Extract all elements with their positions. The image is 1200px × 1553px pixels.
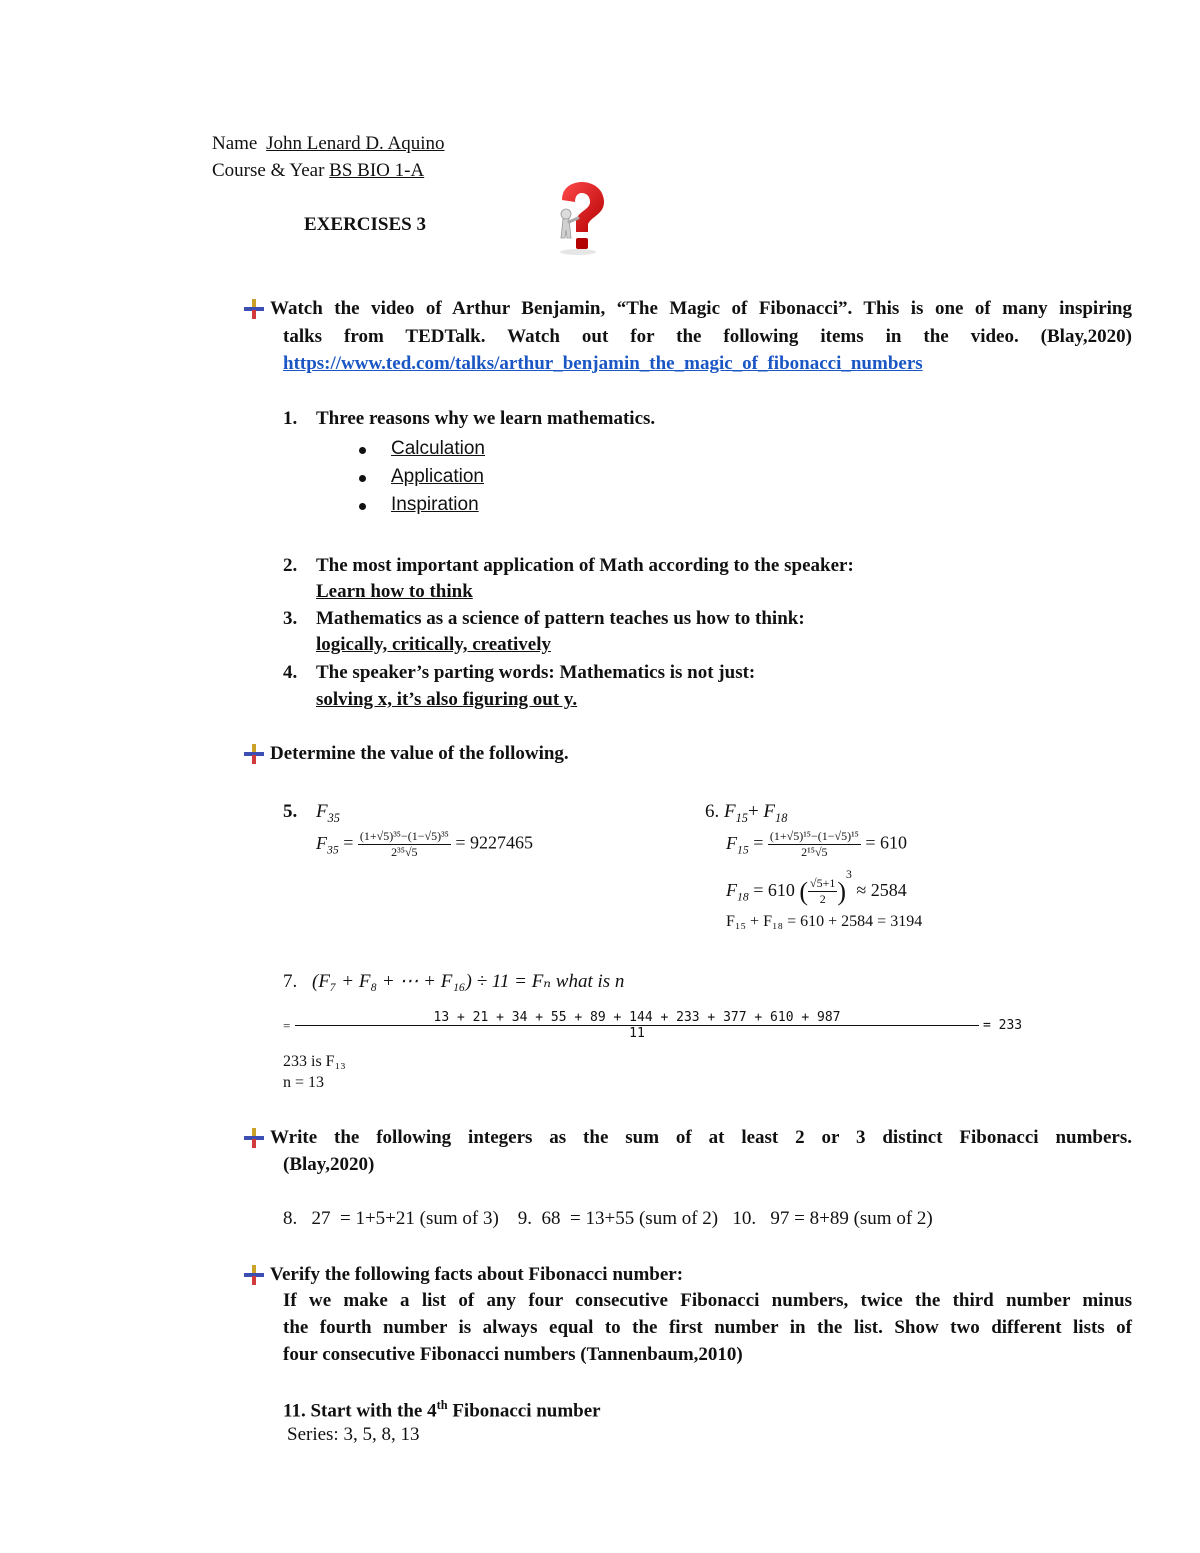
section3-line1: Write the following integers as the sum of at least 2 or 3 distinct Fibonacci numbers. [270, 1127, 1132, 1148]
q6-line1: $F_{15}$ = $\frac{\text{(1+√5)¹⁵−(1−√5)¹⁵}}{\text{2¹⁵√5}}$ = 610 [726, 829, 908, 859]
pushpin-bullet-icon [243, 743, 265, 765]
q3-number: 3. [283, 608, 298, 629]
q5-number: 5. [283, 801, 298, 822]
q6-heading: 6. $F_{15}+ F_{18}$ [705, 801, 788, 825]
section4-p2: the fourth number is always equal to the first number in the list. Show two different lists of [283, 1317, 1132, 1338]
q7-line2: 233 is F₁₃ [283, 1053, 346, 1070]
bullet-dot [359, 447, 366, 454]
page-title: EXERCISES 3 [304, 214, 426, 235]
section1-intro-line1: Watch the video of Arthur Benjamin, “The Magic of Fibonacci”. This is one of many inspiring [270, 298, 1132, 319]
q11-text: 11. Start with the 4th Fibonacci number [283, 1398, 601, 1422]
question-mark-figure-icon [548, 180, 608, 256]
q5-formula: $F_{35}$ = $\frac{\text{(1+√5)³⁵−(1−√5)³⁵}}{\text{2³⁵√5}}$ = 9227465 [316, 829, 534, 859]
q5-fraction: $\frac{\text{(1+√5)³⁵−(1−√5)³⁵}}{\text{2³⁵√5}}$ [359, 829, 449, 859]
section1-intro-line2: talks from TEDTalk. Watch out for the following items in the video. (Blay,2020) [283, 326, 1132, 347]
q7-question: 7. (F₇ + F₈ + ⋯ + F₁₆) ÷ 11 = Fₙ what is n [283, 971, 625, 992]
q1-text: Three reasons why we learn mathematics. [316, 408, 656, 429]
section4-title: Verify the following facts about Fibonacci number: [270, 1264, 684, 1285]
q7-line3: n = 13 [283, 1074, 325, 1091]
reason-item: Inspiration [391, 494, 479, 515]
q2-text: The most important application of Math according to the speaker: [316, 555, 854, 576]
q5-label: $F_{35}$ [316, 801, 340, 825]
q3-text: Mathematics as a science of pattern teaches us how to think: [316, 608, 805, 629]
section4-p1: If we make a list of any four consecutive Fibonacci numbers, twice the third number minus [283, 1290, 1132, 1311]
course-label: Course & Year [212, 160, 325, 181]
section4-p3: four consecutive Fibonacci numbers (Tannenbaum,2010) [283, 1344, 743, 1365]
q2-answer: Learn how to think [316, 581, 473, 602]
course-value: BS BIO 1-A [329, 160, 425, 181]
section2-title: Determine the value of the following. [270, 743, 569, 764]
course-line [212, 160, 467, 182]
q4-answer: solving x, it’s also figuring out y. [316, 689, 578, 710]
q4-text: The speaker’s parting words: Mathematics is not just: [316, 662, 756, 683]
pushpin-bullet-icon [243, 298, 265, 320]
section3-line2: (Blay,2020) [283, 1154, 375, 1175]
bullet-dot [359, 503, 366, 510]
pushpin-bullet-icon [243, 1127, 265, 1149]
bullet-dot [359, 475, 366, 482]
name-label: Name [212, 133, 258, 154]
reason-item: Application [391, 466, 484, 487]
ted-talk-link[interactable]: https://www.ted.com/talks/arthur_benjamin_the_magic_of_fibonacci_numbers [283, 353, 923, 374]
q2-number: 2. [283, 555, 298, 576]
name-value: John Lenard D. Aquino [266, 133, 445, 154]
q3-answer: logically, critically, creatively [316, 634, 551, 655]
q4-number: 4. [283, 662, 298, 683]
q11-series: Series: 3, 5, 8, 13 [287, 1424, 420, 1445]
reason-item: Calculation [391, 438, 485, 459]
pushpin-bullet-icon [243, 1264, 265, 1286]
section3-answers: 8. 27 = 1+5+21 (sum of 3) 9. 68 = 13+55 (sum of 2) 10. 97 = 8+89 (sum of 2) [283, 1208, 933, 1229]
q5-result: = 9227465 [455, 832, 534, 853]
q6-line2: $F_{18} = 610$ ( $\frac{√5+1}{2}$ )$^3$ ≈ 2584 [726, 868, 907, 907]
q5-lhs: $F_{35}$ [316, 832, 339, 857]
name-line [212, 133, 449, 155]
q1-number: 1. [283, 408, 298, 429]
q6-line3: F₁₅ + F₁₈ = 610 + 2584 = 3194 [726, 913, 923, 930]
